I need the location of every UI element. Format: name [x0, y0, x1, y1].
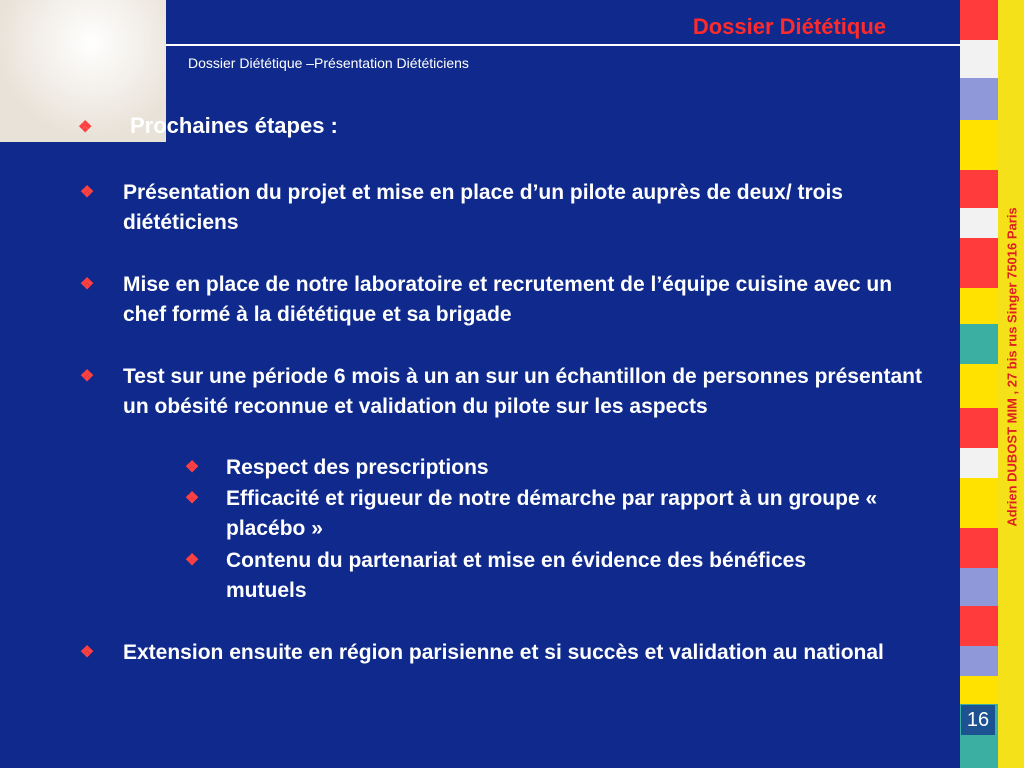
bullet-diamond-icon: ❖	[184, 552, 200, 569]
sub-bullet-text: Contenu du partenariat et mise en évidence des bénéfices mutuels	[226, 549, 807, 602]
bullet-diamond-icon: ❖	[79, 276, 95, 293]
bullet-diamond-icon: ❖	[79, 184, 95, 201]
section-heading	[78, 113, 338, 139]
bullet-item	[79, 362, 943, 422]
bullet-diamond-icon: ❖	[79, 368, 95, 385]
bullet-item	[79, 270, 923, 330]
sub-bullet-item	[184, 484, 936, 544]
bullet-text: Extension ensuite en région parisienne et si succès et validation au national	[123, 641, 884, 664]
author-address-text: Adrien DUBOST MIM , 27 bis rus Singer 75016 Paris	[1004, 207, 1020, 527]
bullet-diamond-icon: ❖	[184, 459, 200, 476]
sub-bullet-item	[184, 546, 866, 606]
bullet-diamond-icon: ❖	[78, 119, 93, 136]
page-subtitle: Dossier Diététique –Présentation Diététiciens	[188, 55, 469, 71]
section-heading-text: Prochaines étapes :	[130, 113, 338, 138]
bullet-diamond-icon: ❖	[79, 644, 95, 661]
bullet-text: Test sur une période 6 mois à un an sur un échantillon de personnes présentant un obésité reconnue et validation du pilote sur les aspects	[123, 365, 922, 418]
sub-bullet-text: Respect des prescriptions	[226, 456, 489, 479]
decorative-color-stripe	[960, 0, 998, 768]
sub-bullet-text: Efficacité et rigueur de notre démarche par rapport à un groupe « placébo »	[226, 487, 878, 540]
page-title: Dossier Diététique	[692, 14, 886, 39]
sub-bullet-item	[184, 453, 926, 483]
bullet-text: Présentation du projet et mise en place d’un pilote auprès de deux/ trois diététiciens	[123, 181, 843, 234]
header-divider	[166, 44, 960, 46]
bullet-text: Mise en place de notre laboratoire et recrutement de l’équipe cuisine avec un chef formé à la diététique et sa brigade	[123, 273, 893, 326]
bullet-item	[79, 638, 953, 668]
bullet-diamond-icon: ❖	[184, 490, 200, 507]
bullet-item	[79, 178, 923, 238]
page-number: 16	[961, 705, 995, 735]
